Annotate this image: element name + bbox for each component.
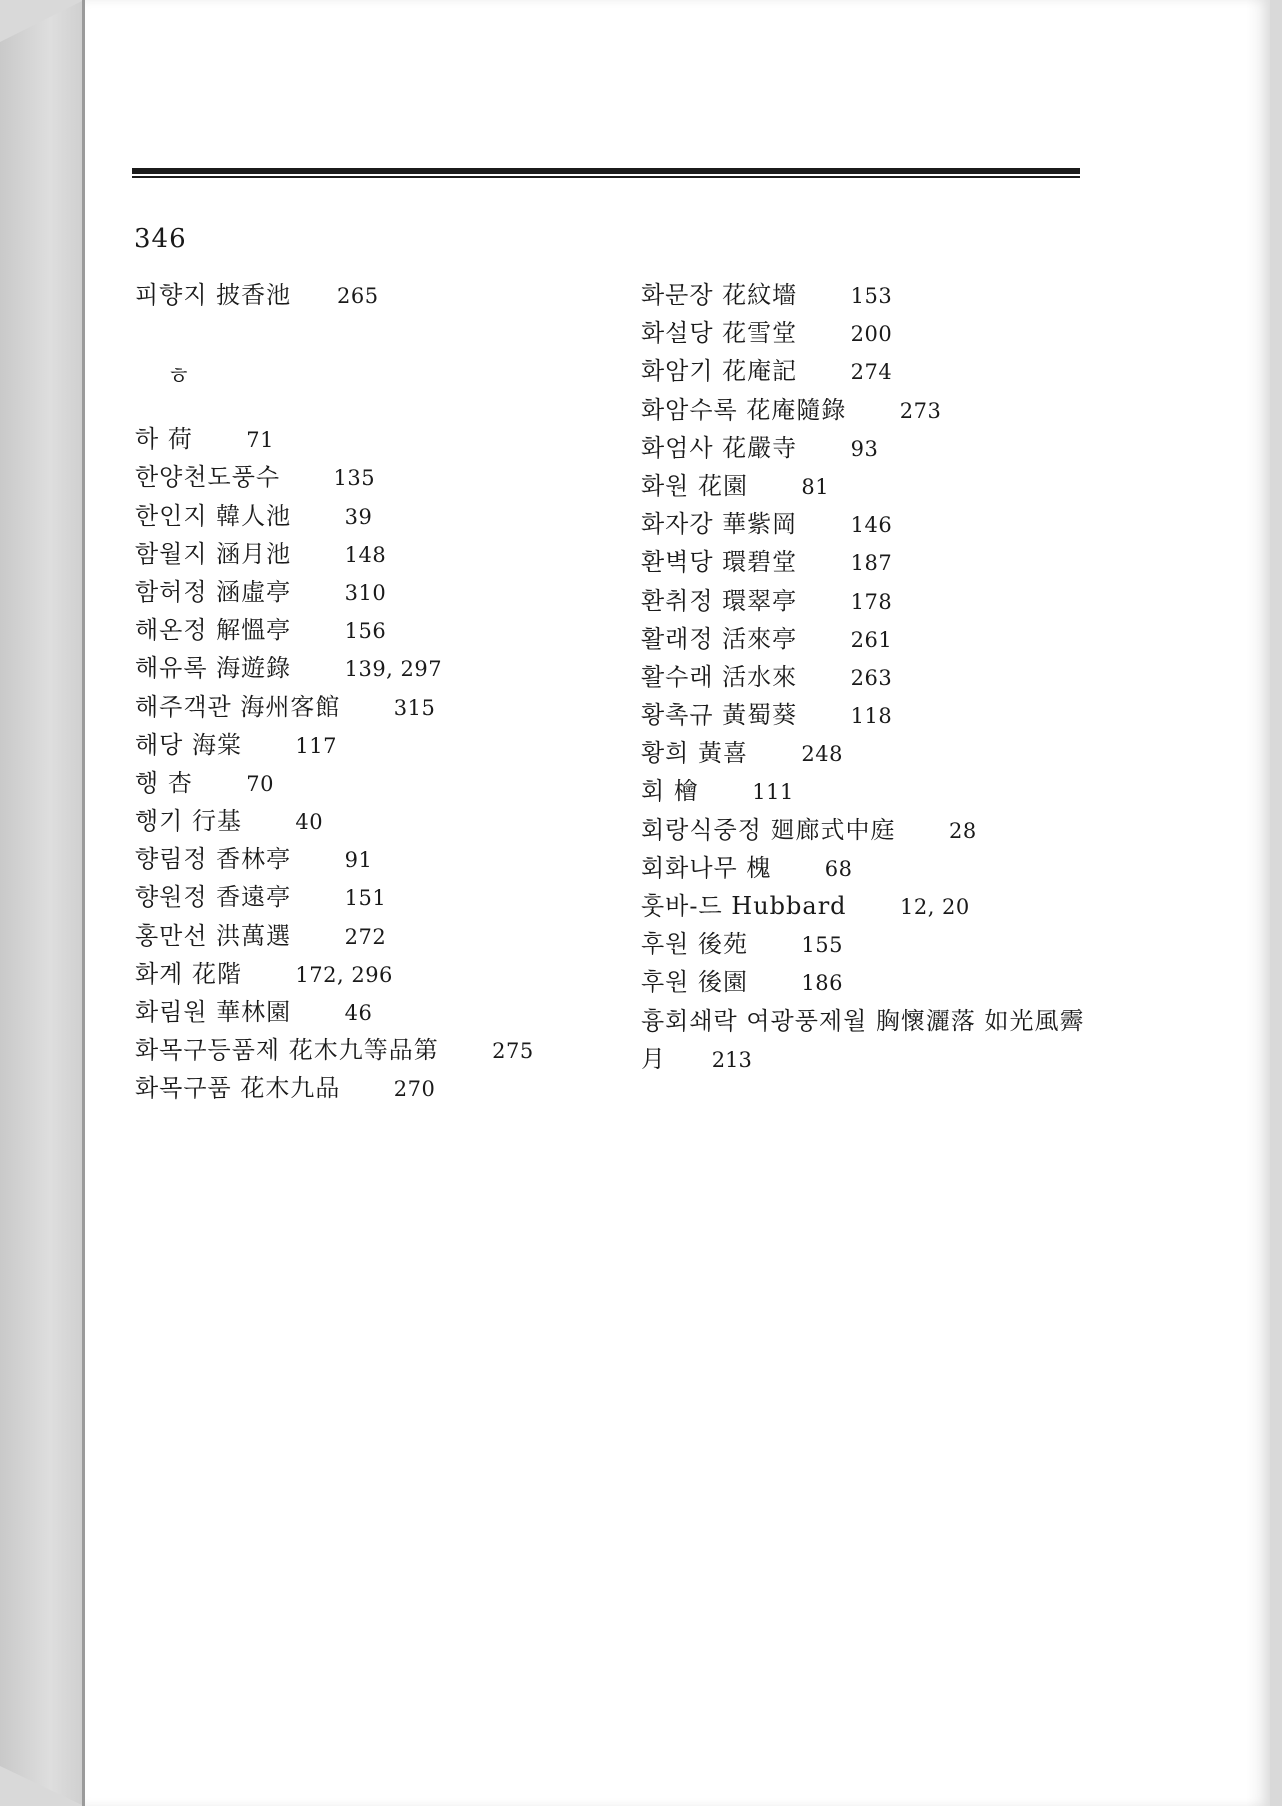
index-entry [135, 535, 605, 573]
book-spine [0, 0, 84, 1806]
entry-page: 153 [850, 284, 893, 308]
entry-page: 274 [850, 360, 893, 385]
index-entry [135, 573, 605, 611]
entry-page: 172, 296 [295, 962, 393, 987]
entry-term: 한인지 韓人池 [135, 501, 292, 530]
index-entry [641, 314, 1101, 352]
entry-page: 248 [801, 742, 843, 767]
entry-page: 40 [295, 810, 324, 835]
entry-page: 70 [246, 771, 274, 796]
entry-page: 155 [801, 933, 843, 958]
entry-page: 213 [711, 1047, 752, 1072]
entry-term: 화문장 花紋墻 [641, 281, 798, 309]
index-entry [135, 764, 605, 802]
entry-term: 회화나무 槐 [641, 853, 772, 882]
index-entry [641, 467, 1101, 505]
entry-page: 315 [393, 695, 436, 720]
entry-term: 향림정 香林亭 [135, 845, 292, 874]
entry-term: 회랑식중정 廻廊式中庭 [641, 815, 896, 844]
section-heading: ㅎ [167, 362, 191, 391]
entry-page: 139, 297 [344, 657, 443, 682]
entry-term: 함월지 涵月池 [135, 539, 292, 568]
entry-page: 151 [344, 886, 387, 911]
entry-term: 화목구등품제 花木九等品第 [135, 1036, 439, 1065]
index-entry [641, 696, 1101, 734]
entry-page: 270 [393, 1077, 436, 1102]
entry-page: 200 [850, 322, 893, 347]
entry-page: 118 [850, 704, 893, 729]
entry-term: 활래정 活來亭 [641, 624, 798, 653]
index-entry [641, 658, 1101, 696]
entry-term: 하 荷 [135, 425, 193, 454]
entry-page: 187 [850, 551, 893, 576]
entry-page: 28 [948, 818, 977, 843]
index-entry [641, 734, 1101, 772]
entry-page: 272 [344, 924, 387, 949]
entry-page: 156 [344, 619, 387, 644]
index-entry [641, 963, 1101, 1001]
entry-term: 화설당 花雪堂 [641, 319, 798, 348]
entry-page: 71 [246, 428, 274, 453]
entry-term: 화자강 華紫岡 [641, 510, 798, 539]
entry-term: 해주객관 海州客館 [135, 692, 341, 721]
index-entry [641, 849, 1101, 887]
index-entry [135, 420, 605, 458]
entry-term: 해당 海棠 [135, 730, 242, 759]
right-index-column [641, 276, 1101, 1079]
left-index-column [135, 276, 605, 1108]
index-entry [641, 811, 1101, 849]
entry-page: 261 [850, 627, 893, 652]
spacer [135, 314, 605, 352]
index-entry [135, 1069, 605, 1107]
index-entry [641, 505, 1101, 543]
entry-page: 93 [850, 436, 879, 461]
index-entry [641, 620, 1101, 658]
entry-page: 68 [824, 856, 853, 881]
entry-term: 해유록 海遊錄 [135, 654, 292, 683]
index-entry [135, 917, 605, 955]
entry-page: 46 [344, 1001, 373, 1025]
entry-term: 화계 花階 [135, 959, 242, 988]
entry-page: 265 [336, 284, 379, 308]
entry-term: 화목구품 花木九品 [135, 1074, 341, 1103]
entry-term: 후원 後園 [641, 968, 748, 997]
spacer [135, 400, 605, 420]
index-entry [135, 840, 605, 878]
index-entry [641, 543, 1101, 581]
index-entry-multiline [641, 1002, 1101, 1079]
header-rule-thin [132, 176, 1080, 178]
entry-term: 함허정 涵虛亭 [135, 577, 292, 606]
page-number: 346 [134, 224, 187, 254]
entry-page: 148 [344, 542, 387, 567]
index-entry [641, 925, 1101, 963]
index-entry [135, 802, 605, 840]
entry-term: 환취정 環翠亭 [641, 586, 798, 615]
entry-term: 행기 行基 [135, 807, 242, 836]
index-entry [641, 276, 1101, 314]
entry-page: 135 [333, 466, 376, 491]
index-entry [135, 1031, 605, 1069]
entry-term: 화암기 花庵記 [641, 357, 798, 386]
entry-term: 향원정 香遠亭 [135, 883, 292, 912]
index-entry [641, 429, 1101, 467]
index-entry [135, 878, 605, 916]
entry-term: 황촉규 黃蜀葵 [641, 701, 798, 730]
index-entry [135, 649, 605, 687]
index-entry [135, 611, 605, 649]
entry-page: 117 [295, 733, 337, 758]
index-entry [135, 276, 605, 314]
entry-term: 화엄사 花嚴寺 [641, 433, 798, 462]
entry-term: 해온정 解慍亭 [135, 616, 292, 645]
index-entry [135, 955, 605, 993]
entry-page: 91 [344, 848, 373, 873]
entry-page: 146 [850, 513, 893, 538]
index-entry [135, 688, 605, 726]
entry-page: 111 [752, 780, 794, 805]
entry-page: 275 [492, 1039, 534, 1064]
index-entry [641, 887, 1101, 925]
entry-term: 한양천도풍수 [135, 463, 281, 492]
entry-term: 홍만선 洪萬選 [135, 921, 292, 950]
entry-term: 화암수록 花庵隨錄 [641, 395, 847, 424]
index-entry [641, 352, 1101, 390]
entry-term: 화원 花園 [641, 471, 748, 500]
entry-page: 81 [801, 474, 830, 499]
index-entry [641, 391, 1101, 429]
entry-term: 화림원 華林園 [135, 998, 292, 1026]
index-entry [135, 497, 605, 535]
index-entry [641, 772, 1101, 810]
entry-page: 178 [850, 589, 893, 614]
index-entry [135, 458, 605, 496]
entry-term: 활수래 活水來 [641, 662, 798, 691]
entry-page: 186 [801, 971, 843, 996]
page-shadow [1246, 0, 1270, 1806]
entry-page: 263 [850, 665, 893, 690]
entry-page: 310 [344, 580, 387, 605]
entry-term: 행 杏 [135, 768, 193, 797]
index-entry [641, 582, 1101, 620]
entry-page: 39 [344, 504, 373, 529]
entry-term: 훗바-드 Hubbard [641, 892, 847, 920]
entry-term: 회 檜 [641, 777, 699, 806]
index-entry [135, 726, 605, 764]
entry-term: 황희 黃喜 [641, 739, 748, 768]
entry-page: 12, 20 [899, 895, 970, 919]
entry-term: 피향지 披香池 [135, 281, 292, 309]
entry-page: 273 [899, 398, 942, 423]
header-rule-thick [132, 168, 1080, 174]
entry-term: 흉회쇄락 여광풍제월 胸懷灑落 如光風霽月 [641, 1006, 1085, 1073]
entry-term: 환벽당 環碧堂 [641, 548, 798, 577]
entry-term: 후원 後苑 [641, 930, 748, 959]
index-entry [135, 993, 605, 1031]
